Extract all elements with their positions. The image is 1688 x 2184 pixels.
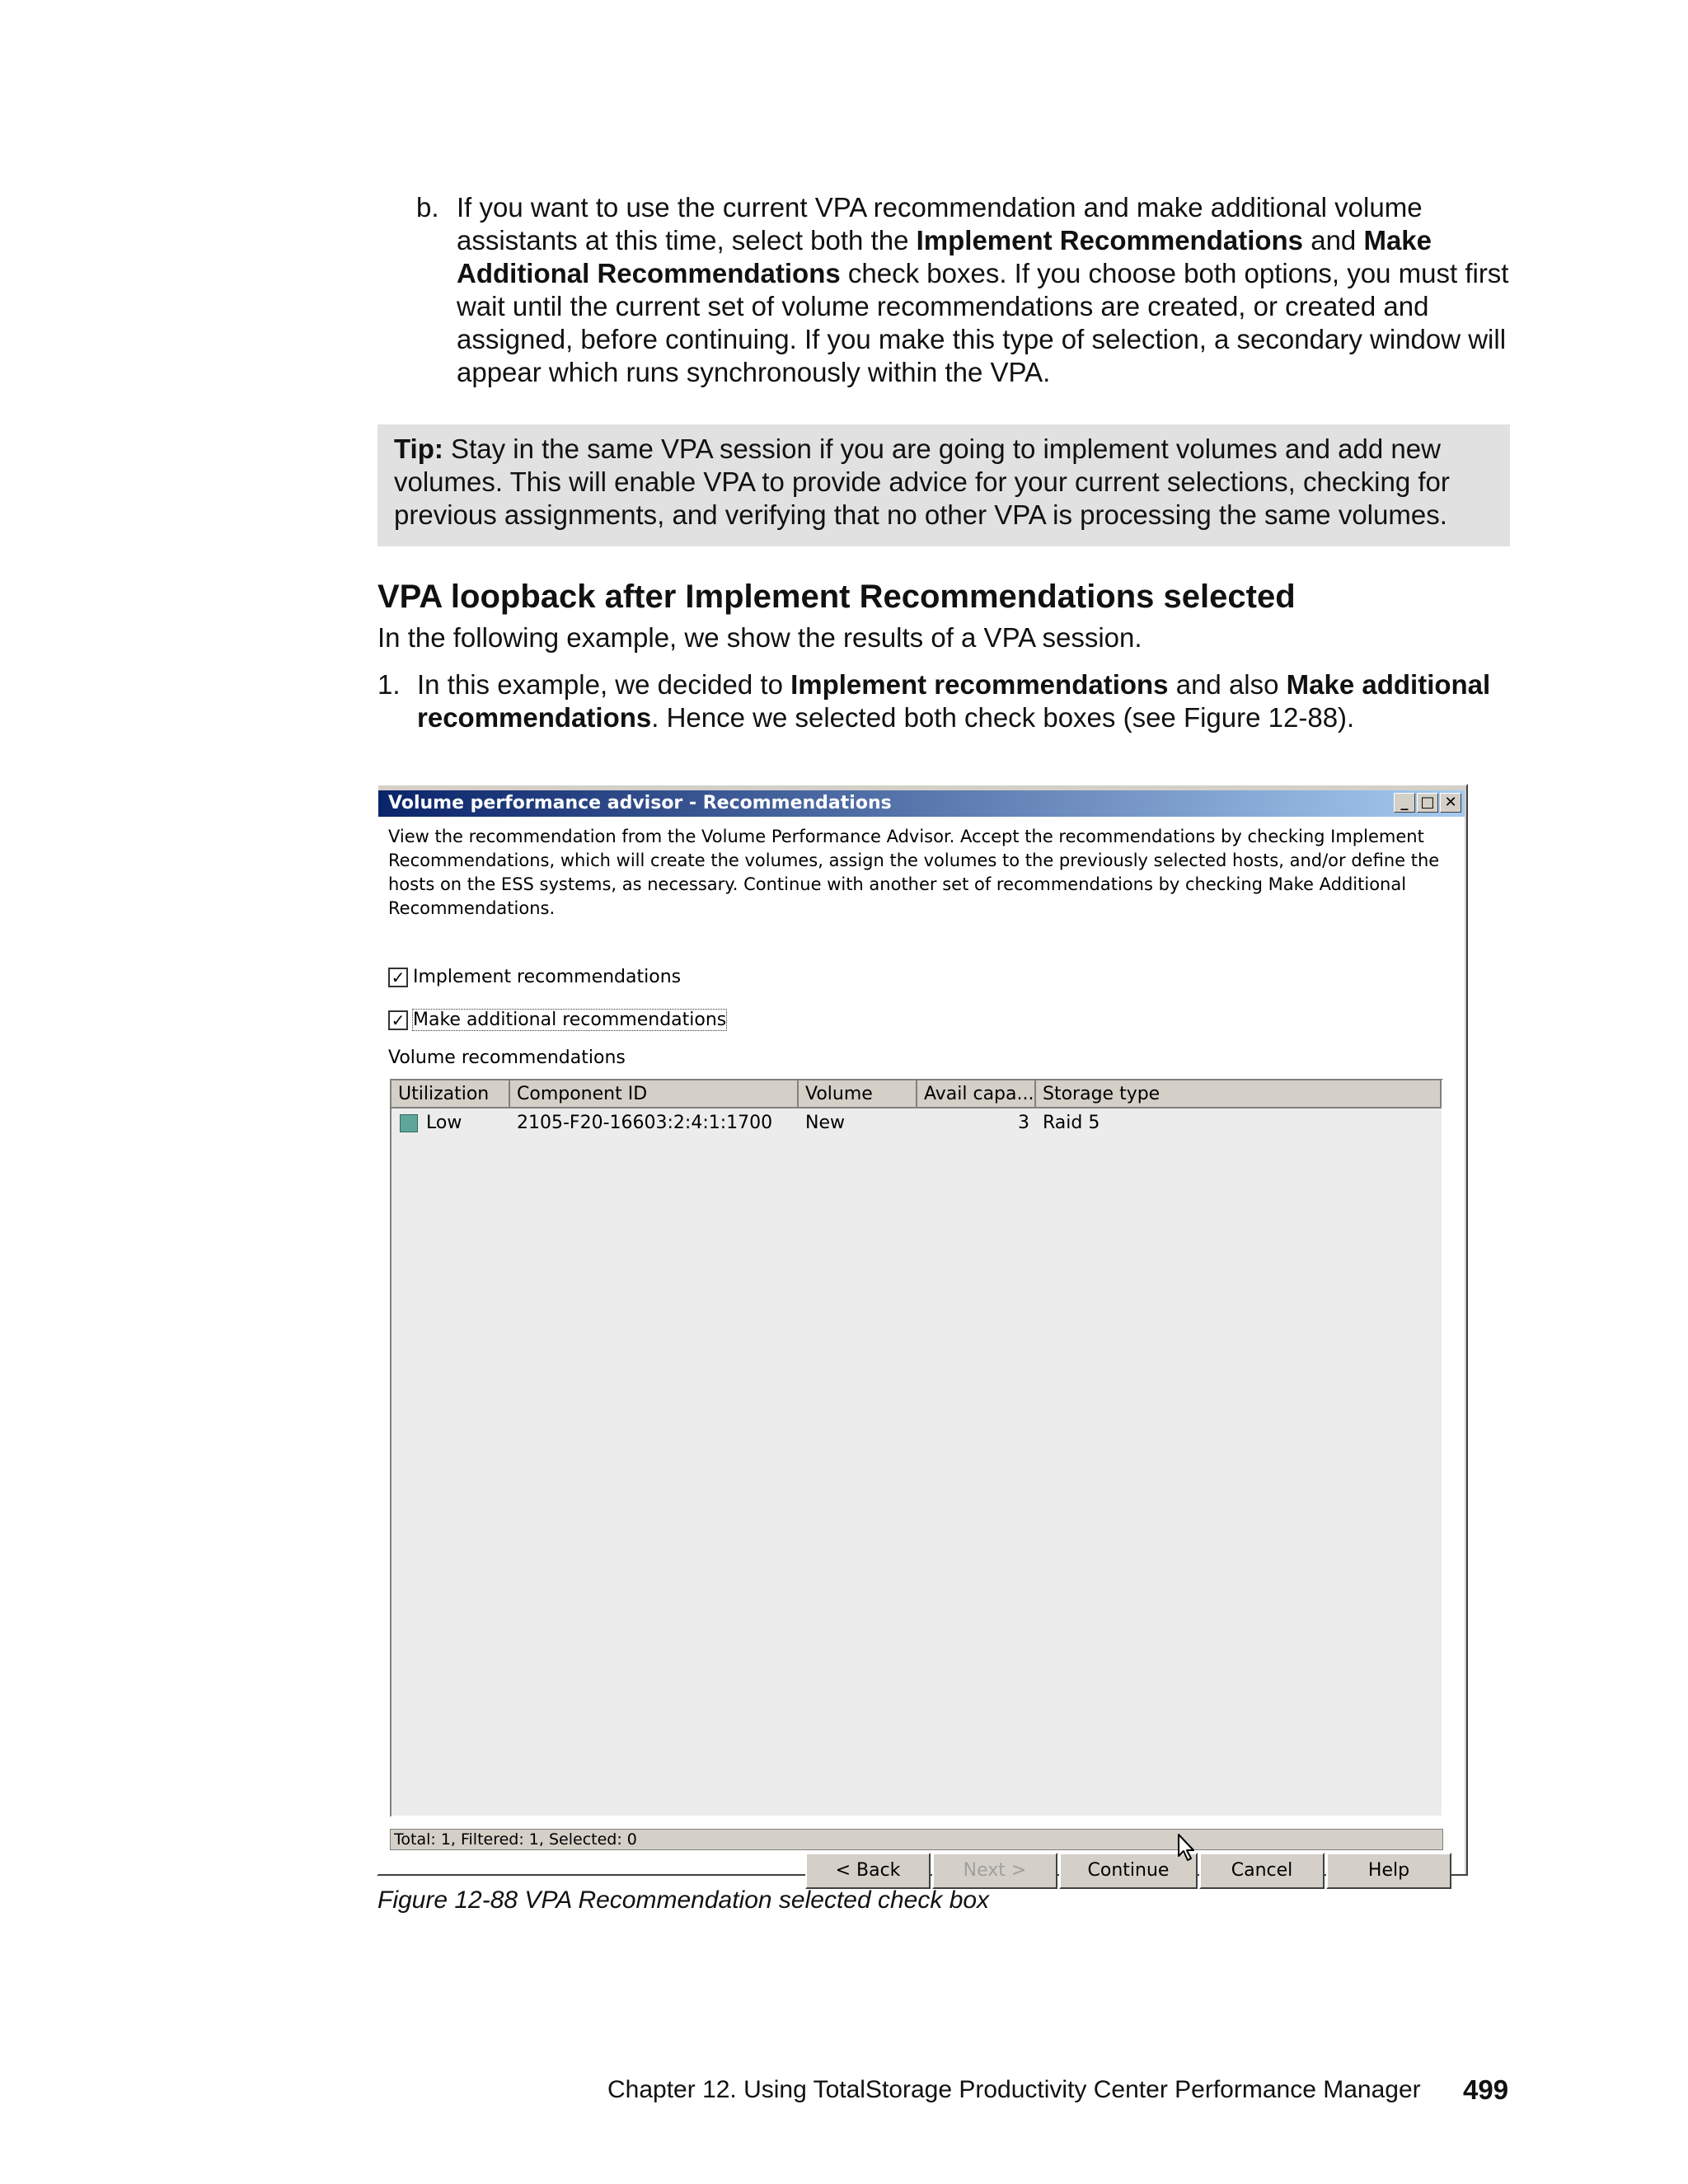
step-1-text <box>417 668 1513 734</box>
dialog-title: Volume performance advisor - Recommendations <box>388 793 892 813</box>
table-header <box>392 1080 1442 1108</box>
continue-button[interactable]: Continue <box>1059 1853 1198 1889</box>
column-header-avail-capacity[interactable]: Avail capa... <box>917 1080 1036 1108</box>
table-row[interactable] <box>392 1110 1442 1137</box>
step-1-text-3: . Hence we selected both check boxes (see Figure 12-88). <box>651 702 1355 733</box>
dialog-content <box>378 817 1465 1881</box>
volume-recommendations-table <box>390 1079 1443 1817</box>
column-header-volume[interactable]: Volume <box>799 1080 917 1108</box>
step-b-text <box>457 191 1520 389</box>
step-1-bold-2: Make additional recommendations <box>417 669 1491 733</box>
minimize-icon[interactable]: _ <box>1394 793 1415 813</box>
step-1-bold-1: Implement recommendations <box>790 669 1169 700</box>
section-heading: VPA loopback after Implement Recommendations selected <box>377 579 1296 615</box>
implement-recommendations-checkbox[interactable]: ✓ <box>388 968 408 987</box>
tip-text: Stay in the same VPA session if you are going to implement volumes and add new volumes. This will enable VPA to provide advice for your current selections, checking for previous assignments, and verifying that no other VPA is processing the same volumes. <box>394 434 1450 530</box>
step-1-text-2: and also <box>1168 669 1287 700</box>
back-button[interactable]: < Back <box>805 1853 931 1889</box>
column-header-utilization[interactable]: Utilization <box>392 1080 510 1108</box>
volume-recommendations-label: Volume recommendations <box>388 1047 626 1068</box>
vpa-recommendations-dialog <box>377 784 1468 1881</box>
cancel-button[interactable]: Cancel <box>1199 1853 1325 1889</box>
table-status-bar: Total: 1, Filtered: 1, Selected: 0 <box>390 1829 1443 1850</box>
cell-utilization-text: Low <box>426 1113 462 1133</box>
help-button[interactable]: Help <box>1326 1853 1451 1889</box>
cell-storage-type: Raid 5 <box>1043 1113 1100 1133</box>
cell-avail-capacity: 3 <box>1018 1113 1029 1133</box>
dialog-titlebar[interactable] <box>378 790 1465 817</box>
implement-recommendations-label[interactable]: Implement recommendations <box>413 967 682 987</box>
column-header-storage-type[interactable]: Storage type <box>1036 1080 1442 1108</box>
footer-chapter-title: Chapter 12. Using TotalStorage Productivity Center Performance Manager <box>607 2076 1421 2103</box>
implement-recommendations-checkbox-row[interactable] <box>388 966 681 989</box>
step-b-text-3: check boxes. If you choose both options, you must first wait until the current set of volume recommendations are created, or created and assigned, before continuing. If you make this type of selection, a secondary window will appear which runs synchronously within the VPA. <box>457 258 1509 387</box>
cell-component-id: 2105-F20-16603:2:4:1:1700 <box>517 1113 773 1133</box>
mouse-cursor-icon <box>1177 1833 1198 1863</box>
tip-box <box>377 424 1510 546</box>
section-intro: In the following example, we show the results of a VPA session. <box>377 622 1142 653</box>
make-additional-recommendations-label[interactable]: Make additional recommendations <box>413 1010 727 1030</box>
cell-volume: New <box>805 1113 845 1133</box>
make-additional-recommendations-checkbox-row[interactable] <box>388 1009 726 1032</box>
utilization-swatch <box>400 1114 418 1132</box>
step-b-bold-2: Make Additional Recommendations <box>457 225 1432 288</box>
footer-page-number: 499 <box>1463 2074 1509 2105</box>
step-1-text-1: In this example, we decided to <box>417 669 791 700</box>
step-b-text-1: If you want to use the current VPA recommendation and make additional volume assistants at this time, select both the <box>457 192 1423 255</box>
step-1-marker: 1. <box>377 669 401 700</box>
column-header-component-id[interactable]: Component ID <box>510 1080 799 1108</box>
next-button[interactable]: Next > <box>932 1853 1057 1889</box>
dialog-description: View the recommendation from the Volume Performance Advisor. Accept the recommendations by checking Implement Recommendations, which will create the volumes, assign the volumes to the previously selected hosts, and/or define the hosts on the ESS systems, as necessary. Continue with another set of recommendations by checking Make Additional Recommendations. <box>388 827 1440 918</box>
make-additional-recommendations-checkbox[interactable]: ✓ <box>388 1010 408 1030</box>
step-b-bold-1: Implement Recommendations <box>916 225 1304 255</box>
tip-label: Tip: <box>394 434 443 464</box>
step-b-marker: b. <box>416 192 439 223</box>
maximize-icon[interactable]: □ <box>1417 793 1438 813</box>
cell-utilization <box>392 1110 510 1137</box>
figure-caption: Figure 12-88 VPA Recommendation selected check box <box>377 1886 990 1914</box>
close-icon[interactable]: ✕ <box>1440 793 1461 813</box>
step-b-text-2: and <box>1303 225 1364 255</box>
